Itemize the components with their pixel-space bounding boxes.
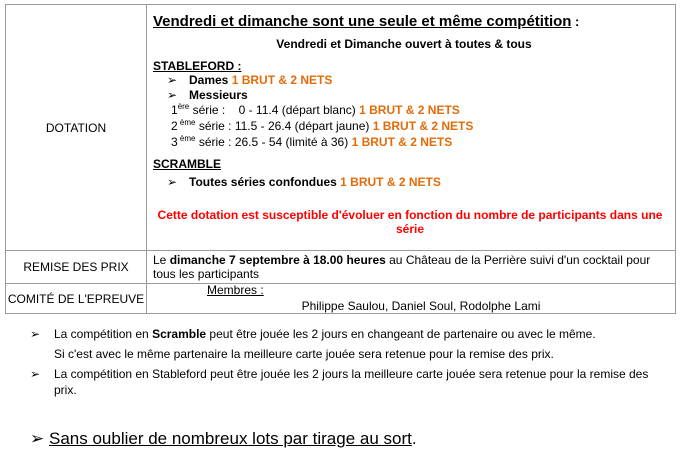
dotation-subtitle: Vendredi et Dimanche ouvert à toutes & tous [276, 37, 532, 51]
series-line-1 [153, 103, 675, 119]
note-stableford [30, 366, 670, 398]
arrow-bullet-icon: ➢ [30, 327, 41, 341]
series-sup: ème [177, 118, 196, 127]
series-num: 1 [171, 103, 178, 117]
series-num: 3 [171, 135, 178, 149]
title-text: Vendredi et dimanche sont une seule et même compétition [153, 13, 572, 30]
final-note [30, 428, 417, 450]
series-num: 2 [171, 119, 178, 133]
series-sup: ème [177, 134, 196, 143]
dotation-label: DOTATION [6, 5, 147, 251]
stableford-heading: STABLEFORD : [153, 59, 242, 73]
dames-line [153, 73, 675, 88]
comite-row [6, 284, 676, 314]
remise-date: dimanche 7 septembre à 18.00 heures [169, 253, 386, 267]
series-text: série : 11.5 - 26.4 (départ jaune) [195, 119, 373, 133]
remise-text-after: au Château de la Perrière suivi d'un cocktail pour tous les participants [153, 253, 651, 281]
remise-label: REMISE DES PRIX [6, 251, 147, 284]
series-line-2 [153, 119, 675, 135]
notes-list [30, 326, 670, 398]
dotation-content [147, 5, 676, 251]
arrow-bullet-icon: ➢ [167, 88, 178, 102]
scramble-line [153, 175, 675, 190]
series-prize: 1 BRUT & 2 NETS [372, 119, 474, 133]
series-prize: 1 BRUT & 2 NETS [351, 135, 453, 149]
scramble-heading: SCRAMBLE [153, 157, 221, 171]
note1-before: La compétition en [54, 327, 153, 341]
scramble-prize: 1 BRUT & 2 NETS [340, 175, 441, 189]
note-scramble [30, 326, 670, 342]
arrow-bullet-icon: ➢ [30, 367, 41, 381]
final-period: . [411, 429, 417, 448]
arrow-bullet-icon: ➢ [30, 429, 45, 448]
dotation-warning: Cette dotation est susceptible d'évoluer en fonction du nombre de participants dans une série [157, 208, 663, 236]
members-label: Membres : [207, 283, 264, 297]
series-sup: ère [177, 102, 190, 111]
dotation-title [153, 13, 675, 31]
note2-text: La compétition en Stableford peut être jouée les 2 jours la meilleure carte jouée sera retenue pour la remise des prix. [54, 367, 649, 397]
remise-row [6, 251, 676, 284]
arrow-bullet-icon: ➢ [167, 175, 178, 189]
dotation-row [6, 5, 676, 251]
note-scramble-followup: Si c'est avec le même partenaire la meilleure carte jouée sera retenue pour la remise des prix. [54, 347, 554, 361]
final-text: Sans oublier de nombreux lots par tirage au sort [48, 429, 412, 448]
comite-label: COMITÉ DE L'EPREUVE [6, 284, 147, 314]
competition-table [5, 4, 676, 314]
messieurs-line [153, 88, 675, 103]
note1-after: peut être jouée les 2 jours en changeant de partenaire ou avec le même. [206, 327, 596, 341]
series-text: série : 0 - 11.4 (départ blanc) [189, 103, 360, 117]
series-prize: 1 BRUT & 2 NETS [359, 103, 460, 117]
remise-content [147, 251, 676, 284]
members-names: Philippe Saulou, Daniel Soul, Rodolphe Lami [301, 299, 541, 313]
title-colon: : [571, 14, 580, 29]
series-text: série : 26.5 - 54 (limité à 36) [195, 135, 352, 149]
scramble-label: Toutes séries confondues [189, 175, 337, 189]
series-line-3 [153, 135, 675, 151]
messieurs-label: Messieurs [189, 88, 248, 102]
arrow-bullet-icon: ➢ [167, 73, 178, 87]
remise-text-before: Le [153, 253, 170, 267]
note1-bold: Scramble [152, 327, 207, 341]
comite-content [147, 284, 676, 314]
dames-prize: 1 BRUT & 2 NETS [231, 73, 333, 87]
dames-label: Dames [189, 73, 229, 87]
